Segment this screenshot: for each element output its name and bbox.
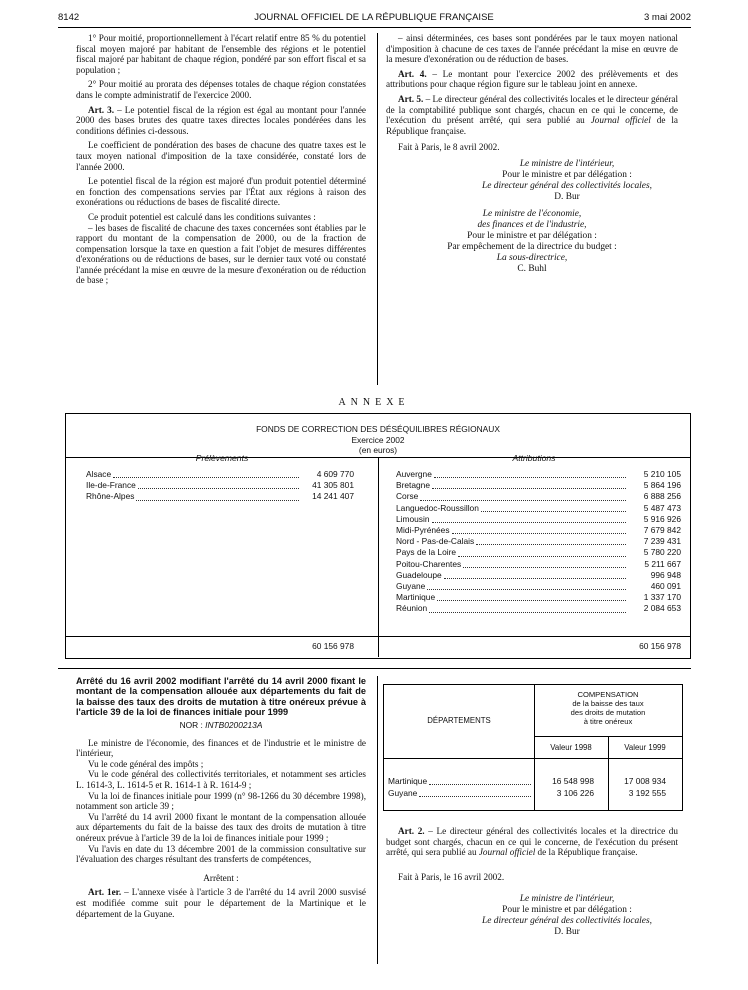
paragraph: 1° Pour moitié, proportionnellement à l'écart relatif entre 85 % du potentiel fiscal moyen majoré par habitant de l'ensemble des régions et le potentiel fiscal majoré par habitant de chaque région, pondéré par son effort fiscal et sa population ; xyxy=(76,33,366,75)
region-name: Martinique xyxy=(396,592,436,603)
signatory-name: C. Buhl xyxy=(517,263,547,274)
leader-dots xyxy=(452,533,626,534)
table-row xyxy=(396,547,681,558)
leader-dots xyxy=(432,522,626,523)
article-3: Art. 3. – Le potentiel fiscal de la région est égal au montant pour l'année 2000 des bases brutes des quatre taxes directes locales pondérées dans les conditions définies ci-dessous. xyxy=(76,104,366,136)
amount: 5 487 473 xyxy=(643,502,681,513)
departements-header: DÉPARTEMENTS xyxy=(427,716,491,725)
amount: 5 210 105 xyxy=(643,469,681,479)
page-number: 8142 xyxy=(58,12,80,23)
region-name: Bretagne xyxy=(396,480,430,491)
leader-dots xyxy=(136,500,299,501)
table-row xyxy=(396,514,681,525)
region-name: Ile-de-France xyxy=(86,480,136,491)
header-rule xyxy=(58,27,691,28)
table-row xyxy=(86,469,354,480)
region-name: Corse xyxy=(396,491,419,502)
leader-dots xyxy=(138,488,299,489)
value-1998: 3 106 226 xyxy=(556,788,594,798)
signature-line: Le ministre de l'intérieur, xyxy=(519,158,615,169)
article-5: Art. 5. – Le directeur général des collectivités locales et le directeur général de la comptabilité publique sont chargés, chacun en ce qui le concerne, de l'exécution du présent arrêté, qui sera publié au Journal officiel de la République française. xyxy=(386,93,678,136)
article-label: Art. 1er. xyxy=(88,887,122,898)
paragraph: Vu le code général des collectivités territoriales, et notamment ses articles L. 1614-3, L. 1614-5 et R. 1614-1 à R. 1614-9 ; xyxy=(76,769,366,790)
region-name: Languedoc-Roussillon xyxy=(396,502,479,513)
amount: 5 211 667 xyxy=(644,558,681,569)
total-attributions: 60 156 978 xyxy=(639,641,681,651)
leader-dots xyxy=(113,477,299,478)
leader-dots xyxy=(429,784,531,785)
annexe-table-heading xyxy=(66,424,690,456)
leader-dots xyxy=(458,556,626,557)
table-title: FONDS DE CORRECTION DES DÉSÉQUILIBRES RÉGIONAUX xyxy=(256,424,500,434)
issue-date: 3 mai 2002 xyxy=(643,12,691,23)
table-row xyxy=(86,480,354,491)
amount: 7 239 431 xyxy=(643,536,681,547)
left-column xyxy=(76,33,366,286)
amount: 7 679 842 xyxy=(643,525,681,536)
amount: 14 241 407 xyxy=(312,491,354,502)
table-rule xyxy=(384,758,682,759)
region-name: Nord - Pas-de-Calais xyxy=(396,536,475,547)
department-cell xyxy=(388,787,534,799)
value-1999: 17 008 934 xyxy=(624,776,666,786)
paragraph: Le coefficient de pondération des bases de chacune des quatre taxes est le taux moyen national d'imposition de la taxe considérée, constaté lors de l'année 2000. xyxy=(76,140,366,172)
compensation-header: COMPENSATION de la baisse des taux des droits de mutation à titre onéreux xyxy=(570,690,646,726)
region-name: Pays de la Loire xyxy=(396,547,457,558)
article-2: Art. 2. – Le directeur général des collectivités locales et la directrice du budget sont chargés, chacun en ce qui le concerne, de l'exécution du présent arrêté, qui sera publié au Journal officiel de la République française. xyxy=(386,826,678,858)
table-row xyxy=(86,491,354,502)
leader-dots xyxy=(437,600,626,601)
region-name: Réunion xyxy=(396,603,428,614)
table-row xyxy=(388,787,678,799)
table-row xyxy=(396,603,681,614)
signature-line: Par empêchement de la directrice du budget : xyxy=(447,241,617,252)
amount: 5 916 926 xyxy=(643,513,681,524)
article-1: Art. 1er. – L'annexe visée à l'article 3 de l'arrêté du 14 avril 2000 susvisé est modifiée comme suit pour le département de la Martinique et le département de la Guyane. xyxy=(76,887,366,919)
paragraph: Vu le code général des impôts ; xyxy=(88,758,204,769)
region-name: Limousin xyxy=(396,513,430,524)
annexe-table xyxy=(65,413,691,659)
paragraph: Le ministre de l'économie, des finances et de l'industrie et le ministre de l'intérieur, xyxy=(76,737,366,759)
paragraph: Vu l'arrêté du 14 avril 2000 fixant le montant de la compensation allouée aux départements du fait de la baisse des taux des droits de mutation à titre onéreux prévue à l'article 39 de la loi de finances initiale pour 1999 ; xyxy=(76,811,366,843)
signature-line: Le ministre de l'économie, xyxy=(482,208,582,219)
leader-dots xyxy=(444,578,626,579)
prelevements-header: Prélèvements xyxy=(195,453,249,463)
region-name: Guyane xyxy=(396,581,426,592)
table-row xyxy=(396,491,681,502)
amount: 4 609 770 xyxy=(316,469,354,479)
table-row xyxy=(396,592,681,603)
leader-dots xyxy=(481,511,626,512)
department-name: Martinique xyxy=(388,776,428,786)
paragraph: – les bases de fiscalité de chacune des taxes concernées sont établies par le rapport du montant de la compensation de 2000, ou de la fraction de compensation lorsque la taxe en question a fait l'objet de mesures différentes d'exonérations ou de réductions de bases, sur le dernier taux voté ou constaté l'année précédant la mise en œuvre de la mesure d'exonération ou de réduction de base ; xyxy=(76,222,366,286)
signature-line: Pour le ministre et par délégation : xyxy=(502,169,632,180)
paragraph: – ainsi déterminées, ces bases sont pondérées par le taux moyen national d'imposition à chacune de ces taxes de l'année précédant la mise en œuvre de la mesure d'exonération ou de réduction de bases. xyxy=(386,33,678,65)
signatory-name: D. Bur xyxy=(554,927,580,938)
leader-dots xyxy=(476,544,626,545)
region-name: Poitou-Charentes xyxy=(396,558,462,569)
paragraph: Le potentiel fiscal de la région est majoré d'un produit potentiel déterminé en fonction des compensations servies par l'État aux régions à raison des exonérations ou réductions de bases de fiscalité directe. xyxy=(76,176,366,208)
right-column xyxy=(386,33,678,275)
table-unit: (en euros) xyxy=(358,445,398,455)
column-divider xyxy=(377,676,378,964)
valeur-1999-header: Valeur 1999 xyxy=(624,743,666,752)
leader-dots xyxy=(420,500,626,501)
table-row xyxy=(396,536,681,547)
signature-line: Pour le ministre et par délégation : xyxy=(467,230,597,241)
amount: 5 864 196 xyxy=(643,480,681,491)
signature-line: La sous-directrice, xyxy=(496,252,568,263)
department-name: Guyane xyxy=(388,788,418,798)
section-rule xyxy=(58,668,691,669)
amount: 460 091 xyxy=(650,581,681,592)
signing-place-date: Fait à Paris, le 8 avril 2002. xyxy=(398,142,500,153)
table-row xyxy=(396,480,681,491)
amount: 2 084 653 xyxy=(643,603,681,614)
annexe-heading: ANNEXE xyxy=(338,397,410,408)
signing-place-date: Fait à Paris, le 16 avril 2002. xyxy=(398,871,505,882)
signature-line: Le ministre de l'intérieur, xyxy=(519,894,615,905)
attributions-header: Attributions xyxy=(512,453,556,463)
arrete-column xyxy=(76,676,366,919)
table-row xyxy=(396,525,681,536)
signatory-name: D. Bur xyxy=(554,191,580,202)
table-row xyxy=(396,559,681,570)
signature-line: des finances et de l'industrie, xyxy=(477,219,587,230)
table-rule xyxy=(534,736,682,737)
right-bottom-column xyxy=(386,826,678,938)
region-name: Midi-Pyrénées xyxy=(396,525,450,536)
nor-code: INTB0200213A xyxy=(205,719,263,730)
valeur-1998-header: Valeur 1998 xyxy=(550,743,592,752)
table-divider xyxy=(378,457,379,657)
signature-block xyxy=(456,894,678,938)
journal-title: JOURNAL OFFICIEL DE LA RÉPUBLIQUE FRANÇAISE xyxy=(254,12,494,23)
signature-line: Pour le ministre et par délégation : xyxy=(502,905,632,916)
table-row xyxy=(396,570,681,581)
prelevements-list xyxy=(86,469,354,503)
arretent: Arrêtent : xyxy=(203,872,239,883)
leader-dots xyxy=(429,612,626,613)
table-rule xyxy=(66,636,690,637)
leader-dots xyxy=(419,796,531,797)
signature-block-economy xyxy=(386,209,678,275)
paragraph: 2° Pour moitié au prorata des dépenses totales de chaque région constatées dans le compte administratif de l'exercice 2000. xyxy=(76,79,366,100)
article-label: Art. 5. xyxy=(398,93,424,104)
article-4: Art. 4. – Le montant pour l'exercice 2002 des prélèvements et des attributions pour chaque région figure sur le tableau joint en annexe. xyxy=(386,68,678,90)
paragraph: Vu la loi de finances initiale pour 1999 (n° 98-1266 du 30 décembre 1998), notamment son article 39 ; xyxy=(76,790,366,812)
compensation-table xyxy=(383,684,683,811)
region-name: Auvergne xyxy=(396,469,432,479)
region-name: Alsace xyxy=(86,469,112,479)
attributions-list xyxy=(396,469,681,615)
region-name: Rhône-Alpes xyxy=(86,491,135,502)
article-label: Art. 4. xyxy=(398,68,427,79)
amount: 6 888 256 xyxy=(643,491,681,502)
nor-reference: NOR : INTB0200213A xyxy=(179,719,263,730)
leader-dots xyxy=(432,488,626,489)
value-1998: 16 548 998 xyxy=(552,776,594,786)
arrete-title: Arrêté du 16 avril 2002 modifiant l'arrêté du 14 avril 2000 fixant le montant de la compensation allouée aux départements du fait de la baisse des taux des droits de mutation à titre onéreux prévue à l'article 39 de la loi de finances initiale pour 1999 xyxy=(76,676,366,718)
article-label: Art. 3. xyxy=(88,104,115,115)
amount: 5 780 220 xyxy=(643,547,681,558)
column-divider xyxy=(377,33,378,385)
table-row xyxy=(388,775,678,787)
signature-block-interior xyxy=(456,159,678,203)
table-row xyxy=(396,469,681,480)
total-prelevements: 60 156 978 xyxy=(312,641,354,651)
table-exercice: Exercice 2002 xyxy=(351,434,405,445)
paragraph: Vu l'avis en date du 13 décembre 2001 de la commission consultative sur l'évaluation des charges résultant des transferts de compétences, xyxy=(76,843,366,865)
table-row xyxy=(396,581,681,592)
leader-dots xyxy=(434,477,626,478)
leader-dots xyxy=(463,567,626,568)
amount: 41 305 801 xyxy=(312,480,354,491)
signature-line: Le directeur général des collectivités locales, xyxy=(482,916,652,927)
amount: 1 337 170 xyxy=(643,592,681,603)
compensation-rows xyxy=(388,775,678,799)
table-row xyxy=(396,503,681,514)
paragraph: Ce produit potentiel est calculé dans les conditions suivantes : xyxy=(88,211,316,222)
article-label: Art. 2. xyxy=(398,826,425,836)
value-1999: 3 192 555 xyxy=(628,788,666,798)
leader-dots xyxy=(427,589,626,590)
amount: 996 948 xyxy=(650,569,681,580)
department-cell xyxy=(388,775,534,787)
region-name: Guadeloupe xyxy=(396,569,442,580)
signature-line: Le directeur général des collectivités locales, xyxy=(482,180,652,191)
